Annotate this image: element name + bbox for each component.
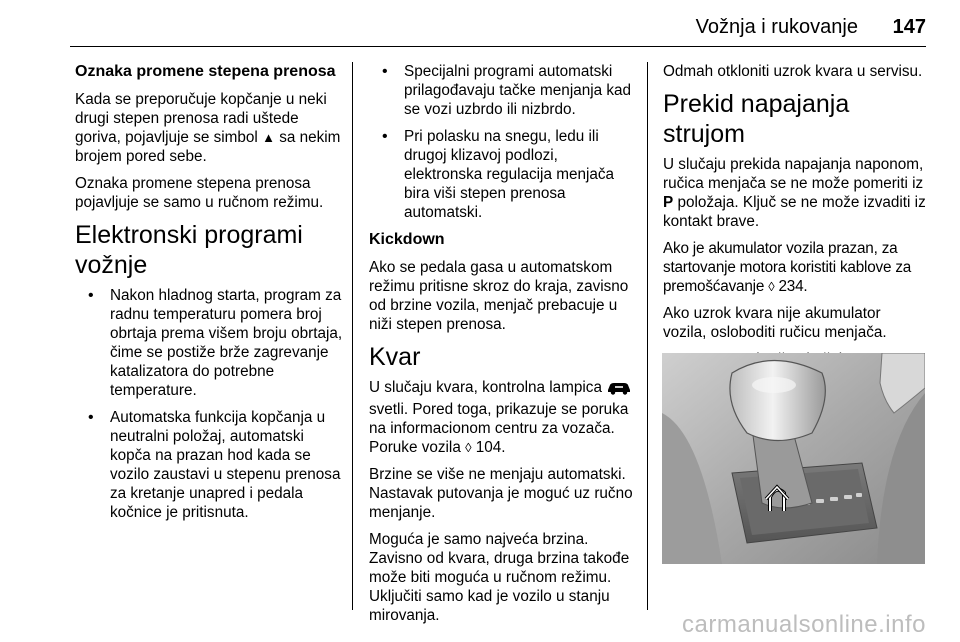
column-3 xyxy=(663,62,927,369)
page-header xyxy=(70,12,926,42)
column-divider-2 xyxy=(647,62,648,610)
page-number: 147 xyxy=(892,16,926,38)
car-wrench-icon xyxy=(606,381,632,400)
paragraph: Kada se preporučuje kopčanje u neki drugi stepen prenosa radi uštede goriva, pojavljuje se simbol ▲ sa nekim brojem pored sebe. xyxy=(75,91,341,165)
paragraph: U slučaju kvara, kontrolna lampica svetli. Pored toga, prikazuje se poruka na informacionom centru za vozača. Poruke vozila ◊ 104. xyxy=(369,378,637,457)
cross-reference-arrow-icon[interactable]: ◊ xyxy=(465,440,472,455)
cross-reference-arrow-icon[interactable]: ◊ xyxy=(768,279,775,294)
kickdown-heading: Kickdown xyxy=(369,231,445,248)
list-item: • Specijalni programi automatski prilagođavaju tačke menjanja kad se vozi uzbrdo ili nizbrdo. xyxy=(369,62,637,119)
fault-heading: Kvar xyxy=(369,343,421,371)
paragraph: Oznaka promene stepena prenosa pojavljuje se samo u ručnom režimu. xyxy=(75,175,324,211)
xref-page[interactable]: 234. xyxy=(778,278,808,295)
list-item: • Automatska funkcija kopčanja u neutralni položaj, automatski kopča na prazan hod kada se vozilo zaustavi u stepenu prenosa za kretanje unapred i pedala kočnice je pritisnuta. xyxy=(75,408,347,522)
bullet-list xyxy=(369,62,637,222)
column-2 xyxy=(369,62,637,633)
list-item: • Nakon hladnog starta, program za radnu temperaturu pomera broj obrtaja prema višem broju obrtaja, čime se postiže brže zagrevanje katalizatora do potrebne temperature. xyxy=(75,286,347,400)
section-title: Vožnja i rukovanje xyxy=(695,16,858,38)
paragraph: Ako se pedala gasa u automatskom režimu pritisne skroz do kraja, zavisno od brzine vozila, menjač prebacuje u niži stepen prenosa. xyxy=(369,259,629,333)
paragraph: Odmah otkloniti uzrok kvara u servisu. xyxy=(663,63,923,80)
paragraph: Moguća je samo najveća brzina. Zavisno od kvara, druga brzina takođe može biti moguća u ručnom režimu. Uključiti samo kad je vozilo u stanju mirovanja. xyxy=(369,531,630,624)
xref-page[interactable]: 104. xyxy=(475,439,506,456)
column-1 xyxy=(75,62,347,530)
paragraph: Ako uzrok kvara nije akumulator vozila, osloboditi ručicu menjača. xyxy=(663,305,887,341)
list-item: • Pri polasku na snegu, ledu ili drugoj klizavoj podlozi, elektronska regulacija menjača bira viši stepen prenosa automatski. xyxy=(369,127,637,222)
gear-selector-illustration xyxy=(662,353,925,564)
paragraph: Ako je akumulator vozila prazan, za startovanje motora koristiti kablove za premošćavanje ◊ 234. xyxy=(663,240,912,295)
paragraph: Brzine se više ne menjaju automatski. Nastavak putovanja je moguć uz ručno menjanje. xyxy=(369,466,633,521)
electronic-programs-heading: Elektronski programi vožnje xyxy=(75,221,303,279)
header-rule xyxy=(70,46,926,47)
paragraph: U slučaju prekida napajanja naponom, ručica menjača se ne može pomeriti iz P položaja. Ključ se ne može izvaditi iz kontakt brave. xyxy=(663,156,926,230)
upshift-triangle-icon: ▲ xyxy=(262,130,275,145)
column-divider-1 xyxy=(352,62,353,610)
bullet-list xyxy=(75,286,347,522)
watermark: carmanualsonline.info xyxy=(682,611,926,638)
power-failure-heading: Prekid napajanja strujom xyxy=(663,90,850,148)
gear-shift-indicator-heading: Oznaka promene stepena prenosa xyxy=(75,63,336,80)
